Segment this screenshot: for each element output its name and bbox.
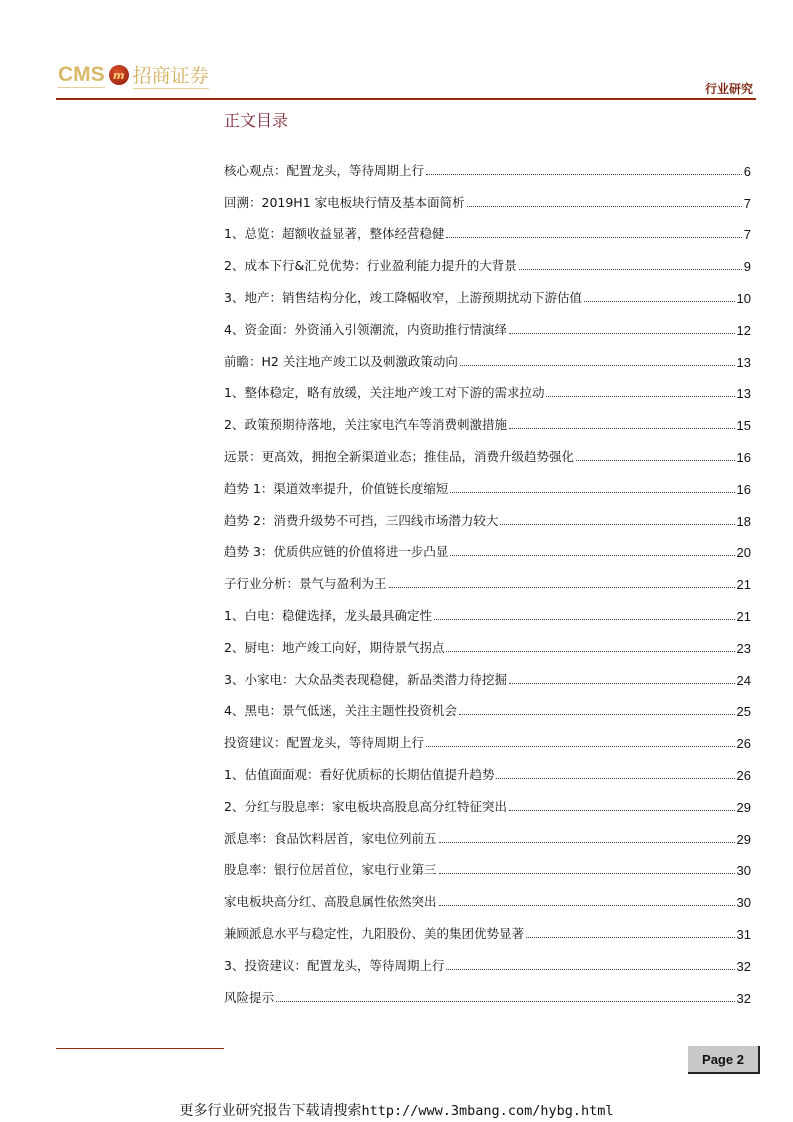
toc-entry-page: 25 — [736, 704, 751, 720]
dot-leader — [467, 206, 742, 207]
toc-entry-page: 32 — [736, 958, 751, 974]
toc-entry-title: 1、白电：稳健选择，龙头最具确定性 — [224, 607, 432, 623]
toc-entry-title: 趋势 2：消费升级势不可挡，三四线市场潜力较大 — [224, 512, 499, 528]
toc-entry-page: 31 — [736, 926, 751, 942]
toc-entry-title: 派息率：食品饮料居首，家电位列前五 — [224, 830, 437, 846]
toc-entry[interactable] — [224, 370, 751, 402]
toc-entry-title: 2、成本下行&汇兑优势：行业盈利能力提升的大背景 — [224, 258, 517, 274]
download-notice — [0, 1100, 793, 1120]
toc-entry-page: 7 — [743, 227, 751, 243]
logo-emblem-icon: m — [109, 65, 129, 85]
dot-leader — [509, 810, 735, 811]
toc-entry[interactable] — [224, 815, 751, 847]
toc-entry[interactable] — [224, 942, 751, 974]
toc-entry[interactable] — [224, 624, 751, 656]
toc-entry[interactable] — [224, 656, 751, 688]
company-logo — [58, 62, 209, 88]
dot-leader — [446, 237, 741, 238]
toc-entry-page: 21 — [736, 577, 751, 593]
dot-leader — [450, 555, 734, 556]
toc-entry[interactable] — [224, 878, 751, 910]
toc-entry-title: 趋势 1：渠道效率提升，价值链长度缩短 — [224, 480, 449, 496]
toc-entry-title: 4、资金面：外资涌入引领潮流，内资助推行情演绎 — [224, 321, 507, 337]
toc-entry-page: 26 — [736, 736, 751, 752]
toc-entry[interactable] — [224, 688, 751, 720]
dot-leader — [450, 492, 734, 493]
toc-entry-page: 13 — [736, 386, 751, 402]
toc-entry-title: 1、总览：超额收益显著，整体经营稳健 — [224, 226, 445, 242]
toc-entry-title: 3、地产：销售结构分化，竣工降幅收窄，上游预期扰动下游估值 — [224, 289, 582, 305]
toc-entry-page: 6 — [743, 163, 751, 179]
dot-leader — [509, 428, 735, 429]
toc-entry-page: 29 — [736, 799, 751, 815]
toc-entry-page: 21 — [736, 608, 751, 624]
toc-entry-page: 30 — [736, 863, 751, 879]
toc-entry-page: 24 — [736, 672, 751, 688]
toc-entry[interactable] — [224, 242, 751, 274]
header-divider — [56, 98, 756, 100]
toc-entry[interactable] — [224, 783, 751, 815]
toc-entry-title: 4、黑电：景气低迷，关注主题性投资机会 — [224, 703, 457, 719]
dot-leader — [434, 619, 735, 620]
dot-leader — [276, 1001, 735, 1002]
dot-leader — [500, 524, 734, 525]
toc-entry[interactable] — [224, 465, 751, 497]
toc-entry-title: 远景：更高效，拥抱全新渠道业态；推佳品，消费升级趋势强化 — [224, 448, 575, 464]
toc-entry-page: 16 — [736, 449, 751, 465]
toc-entry-page: 18 — [736, 513, 751, 529]
dot-leader — [446, 651, 734, 652]
toc-entry-page: 12 — [736, 322, 751, 338]
toc-entry-title: 1、整体稳定，略有放缓，关注地产竣工对下游的需求拉动 — [224, 385, 545, 401]
download-text: 更多行业研究报告下载请搜索 — [179, 1103, 362, 1119]
dot-leader — [439, 905, 735, 906]
toc-entry-page: 26 — [736, 767, 751, 783]
toc-entry[interactable] — [224, 433, 751, 465]
toc-entry[interactable] — [224, 401, 751, 433]
toc-entry[interactable] — [224, 751, 751, 783]
toc-entry[interactable] — [224, 179, 751, 211]
toc-entry-title: 2、分红与股息率：家电板块高股息高分红特征突出 — [224, 798, 507, 814]
toc-entry-page: 10 — [736, 290, 751, 306]
toc-entry[interactable] — [224, 338, 751, 370]
toc-entry-title: 前瞻：H2 关注地产竣工以及刺激政策动向 — [224, 353, 458, 369]
toc-entry-title: 2、厨电：地产竣工向好，期待景气拐点 — [224, 639, 445, 655]
dot-leader — [546, 396, 734, 397]
dot-leader — [509, 333, 735, 334]
toc-entry[interactable] — [224, 529, 751, 561]
dot-leader — [459, 714, 735, 715]
toc-entry-page: 20 — [736, 545, 751, 561]
dot-leader — [439, 842, 735, 843]
dot-leader — [389, 587, 735, 588]
toc-entry[interactable] — [224, 910, 751, 942]
toc-entry[interactable] — [224, 719, 751, 751]
toc-entry[interactable] — [224, 211, 751, 243]
report-category: 行业研究 — [704, 82, 753, 96]
footnote-divider — [56, 1048, 224, 1049]
toc-entry[interactable] — [224, 560, 751, 592]
dot-leader — [526, 937, 735, 938]
toc-entry-page: 9 — [743, 259, 751, 275]
toc-entry-title: 3、小家电：大众品类表现稳健，新品类潜力待挖掘 — [224, 671, 507, 687]
toc-entry-title: 1、估值面面观：看好优质标的长期估值提升趋势 — [224, 766, 495, 782]
toc-title: 正文目录 — [224, 111, 289, 130]
toc-entry[interactable] — [224, 847, 751, 879]
toc-entry-title: 子行业分析：景气与盈利为王 — [224, 576, 387, 592]
toc-entry[interactable] — [224, 497, 751, 529]
toc-entry-title: 风险提示 — [224, 989, 275, 1005]
toc-entry-title: 股息率：银行位居首位，家电行业第三 — [224, 862, 437, 878]
page-number: Page 2 — [688, 1046, 760, 1074]
toc-entry-page: 29 — [736, 831, 751, 847]
toc-entry-page: 7 — [743, 195, 751, 211]
toc-entry[interactable] — [224, 274, 751, 306]
toc-entry-title: 3、投资建议：配置龙头，等待周期上行 — [224, 957, 445, 973]
toc-entry-title: 趋势 3：优质供应链的价值将进一步凸显 — [224, 544, 449, 560]
toc-entry-page: 30 — [736, 895, 751, 911]
dot-leader — [496, 778, 734, 779]
toc-entry-page: 32 — [736, 990, 751, 1006]
toc-entry-title: 2、政策预期待落地，关注家电汽车等消费刺激措施 — [224, 417, 507, 433]
logo-latin: CMS — [58, 62, 105, 86]
toc-entry-page: 15 — [736, 418, 751, 434]
dot-leader — [446, 969, 734, 970]
download-link[interactable]: http://www.3mbang.com/hybg.html — [361, 1103, 614, 1119]
dot-leader — [509, 683, 735, 684]
toc-entry-title: 家电板块高分红、高股息属性依然突出 — [224, 894, 437, 910]
dot-leader — [519, 269, 742, 270]
toc-entry[interactable] — [224, 974, 751, 1006]
logo-chinese: 招商证券 — [133, 61, 209, 89]
dot-leader — [460, 365, 735, 366]
dot-leader — [576, 460, 735, 461]
toc-entry[interactable] — [224, 306, 751, 338]
toc-entry-page: 23 — [736, 640, 751, 656]
dot-leader — [439, 873, 735, 874]
toc-entry-page: 13 — [736, 354, 751, 370]
toc-entry-title: 回溯：2019H1 家电板块行情及基本面简析 — [224, 194, 465, 210]
dot-leader — [426, 174, 742, 175]
toc-entry[interactable] — [224, 592, 751, 624]
toc-entry-title: 核心观点：配置龙头，等待周期上行 — [224, 162, 425, 178]
toc-entry-page: 16 — [736, 481, 751, 497]
dot-leader — [426, 746, 735, 747]
toc-entry-title: 投资建议：配置龙头，等待周期上行 — [224, 735, 425, 751]
table-of-contents — [224, 147, 751, 1006]
toc-entry-title: 兼顾派息水平与稳定性，九阳股份、美的集团优势显著 — [224, 925, 525, 941]
dot-leader — [584, 301, 735, 302]
toc-entry[interactable] — [224, 147, 751, 179]
